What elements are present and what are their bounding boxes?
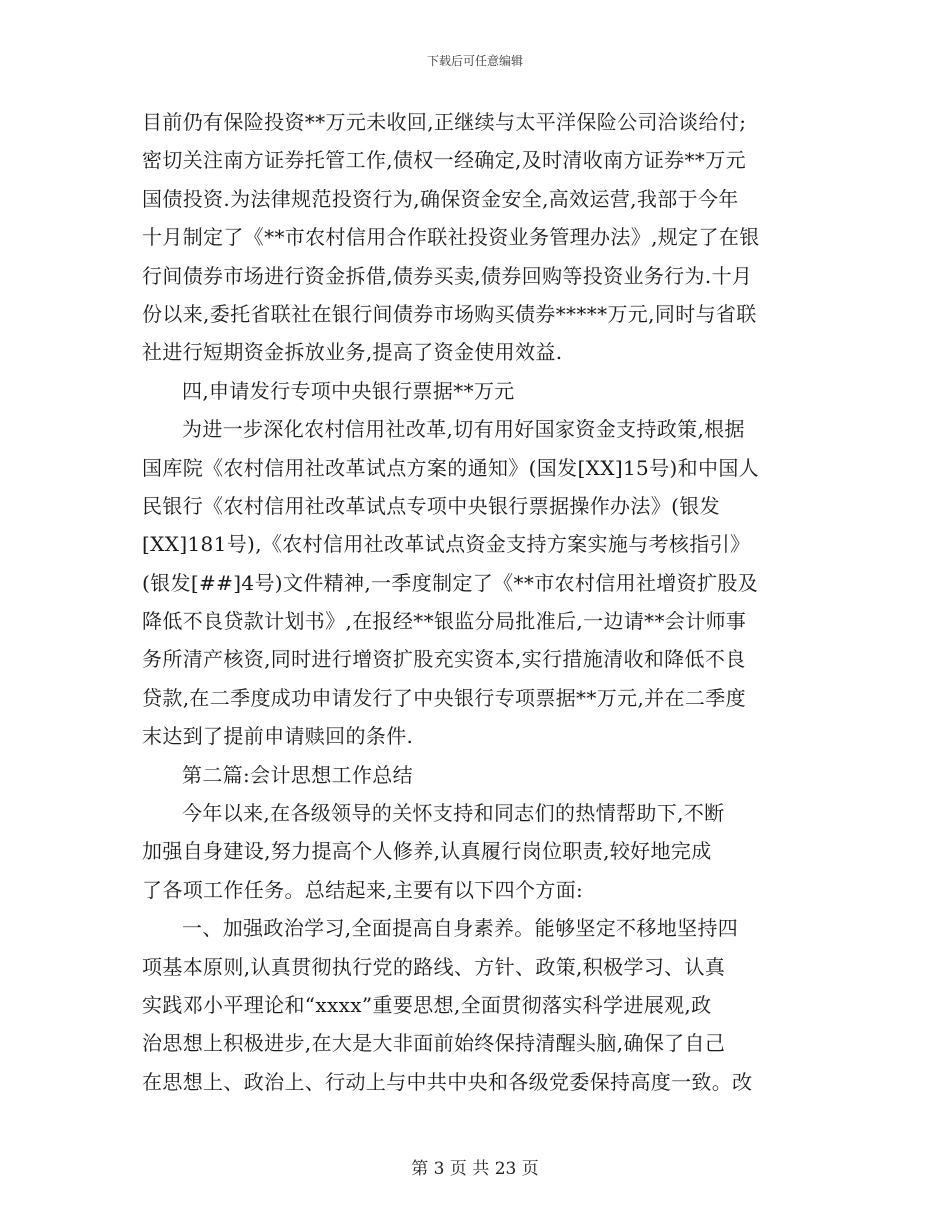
body-line: 一、加强政治学习,全面提高自身素养。能够坚定不移地坚持四 [182,916,739,941]
body-line: 了各项工作任务。总结起来,主要有以下四个方面: [142,877,584,902]
document-body [142,103,810,1101]
body-line: 降低不良贷款计划书》,在报经**银监分局批准后,一边请**会计师事 [142,609,747,634]
body-line: 国库院《农村信用社改革试点方案的通知》(国发[XX]15号)和中国人 [142,455,760,480]
body-line: 为进一步深化农村信用社改革,切有用好国家资金支持政策,根据 [182,417,745,442]
body-line: 民银行《农村信用社改革试点专项中央银行票据操作办法》(银发 [142,493,720,518]
body-line: 十月制定了《**市农村信用合作联社投资业务管理办法》,规定了在银 [142,225,760,250]
body-line: 贷款,在二季度成功申请发行了中央银行专项票据**万元,并在二季度 [142,685,746,710]
body-line: 在思想上、政治上、行动上与中共中央和各级党委保持高度一致。改 [142,1069,753,1094]
body-line: 今年以来,在各级领导的关怀支持和同志们的热情帮助下,不断 [182,801,725,826]
body-line: 国债投资.为法律规范投资行为,确保资金安全,高效运营,我部于今年 [142,186,739,211]
body-line: 加强自身建设,努力提高个人修养,认真履行岗位职责,较好地完成 [142,839,712,864]
body-line: 务所清产核资,同时进行增资扩股充实资本,实行措施清收和降低不良 [142,647,746,672]
body-line: (银发[##]4号)文件精神,一季度制定了《**市农村信用社增资扩股及 [142,570,759,595]
body-line: 份以来,委托省联社在银行间债券市场购买债券*****万元,同时与省联 [142,301,757,326]
body-line: 目前仍有保险投资**万元未收回,正继续与太平洋保险公司洽谈给付; [142,110,747,134]
body-line: 项基本原则,认真贯彻执行党的路线、方针、政策,积极学习、认真 [142,954,726,979]
body-line: 末达到了提前申请赎回的条件. [142,724,414,749]
body-line: 四,申请发行专项中央银行票据**万元 [182,378,515,403]
body-line: 治思想上积极进步,在大是大非面前始终保持清醒头脑,确保了自己 [142,1031,726,1056]
page-number-footer: 第 3 页 共 23 页 [411,1159,539,1179]
body-line: 实践邓小平理论和“xxxx”重要思想,全面贯彻落实科学进展观,政 [142,992,712,1017]
page-header-note: 下载后可任意编辑 [426,54,523,68]
body-line: [XX]181号),《农村信用社改革试点资金支持方案实施与考核指引》 [142,532,751,557]
body-line: 第二篇:会计思想工作总结 [182,762,413,787]
body-line: 社进行短期资金拆放业务,提高了资金使用效益. [142,340,563,365]
body-line: 行间债券市场进行资金拆借,债券买卖,债券回购等投资业务行为.十月 [142,263,753,288]
body-line: 密切关注南方证券托管工作,债权一经确定,及时清收南方证券**万元 [142,148,746,173]
